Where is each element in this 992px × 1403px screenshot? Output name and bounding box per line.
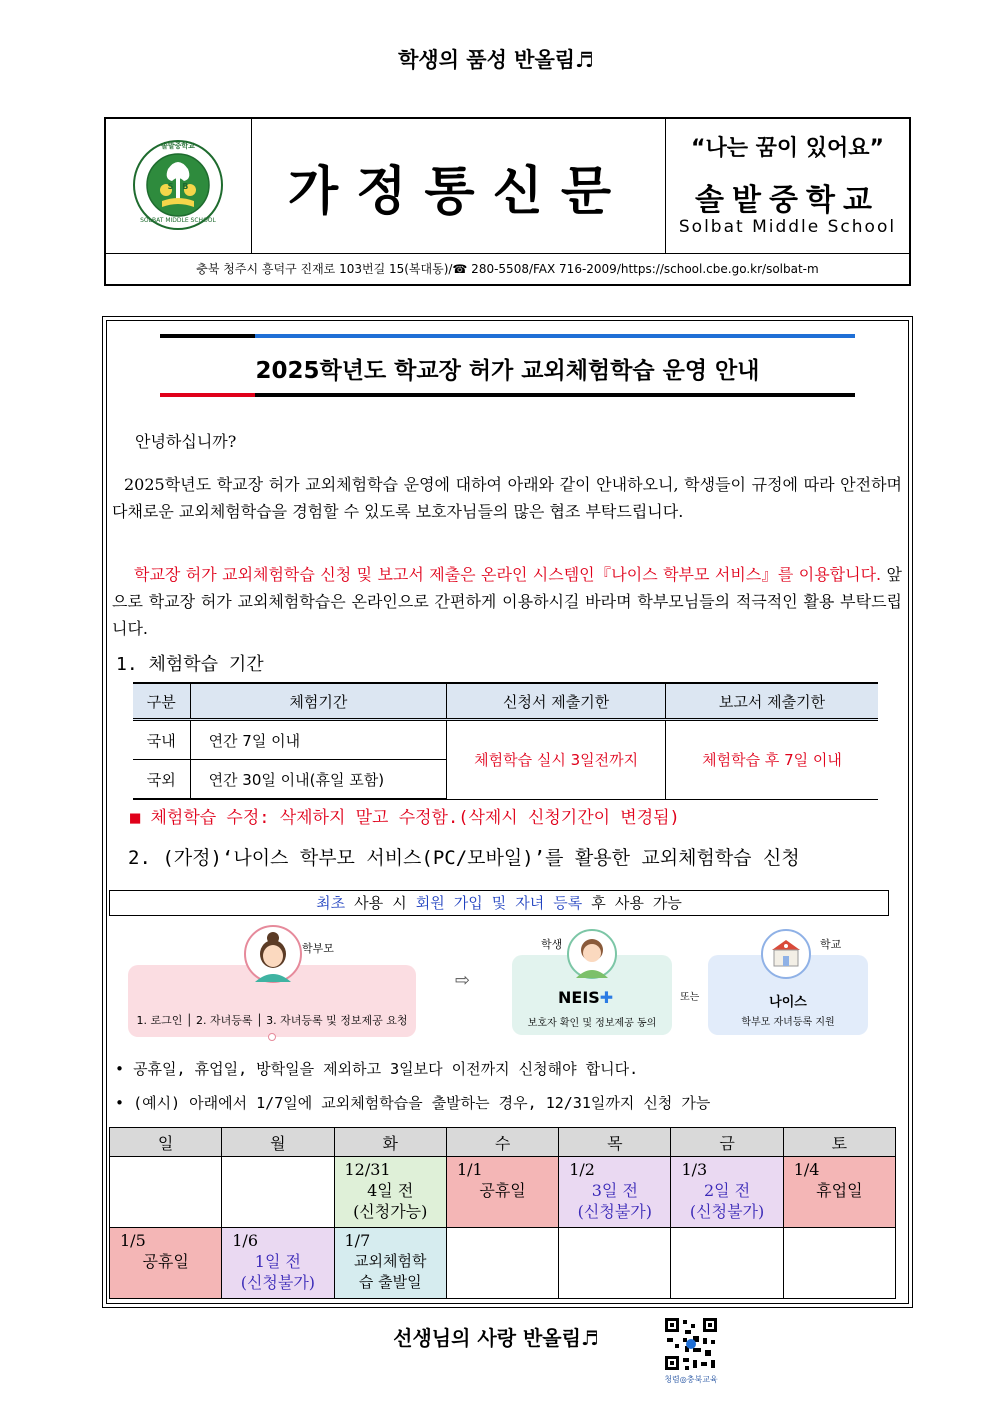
parent-steps: 1. 로그인 │ 2. 자녀등록 │ 3. 자녀등록 및 정보제공 요청 (136, 1014, 408, 1027)
example-calendar (109, 1127, 896, 1299)
calendar-day-wed: 수 (446, 1128, 558, 1157)
cell-line1: 1일 전 (254, 1252, 301, 1271)
calendar-cell-unavailable (559, 1157, 671, 1228)
calendar-cell-available (334, 1157, 446, 1228)
intro-paragraph: 2025학년도 학교장 허가 교외체험학습 운영에 대하여 아래와 같이 안내하오니, 학생들이 규정에 따라 안전하며 다채로운 교외체험학습을 경험할 수 있도록 보호자님들의 많은 협조 부탁드립니다. (112, 475, 902, 521)
cell-date: 1/3 (681, 1160, 708, 1179)
nais-text: 나이스 (769, 995, 807, 1010)
bottom-motto: 선생님의 사랑 반올림♬ (393, 1326, 599, 1350)
bullet-2: • (예시) 아래에서 1/7일에 교외체험학습을 출발하는 경우, 12/31일까지 신청 가능 (115, 1094, 711, 1112)
period-header-period: 체험기간 (190, 683, 447, 720)
period-type-overseas: 국외 (133, 760, 190, 800)
calendar-cell (110, 1157, 222, 1228)
document-title: 2025학년도 학교장 허가 교외체험학습 운영 안내 (255, 358, 760, 384)
online-notice-red: 학교장 허가 교외체험학습 신청 및 보고서 제출은 온라인 시스템인『나이스 학부모 서비스』를 이용합니다. (134, 565, 882, 584)
cell-line1: 교외체험학 (354, 1252, 427, 1270)
register-after: 후 사용 가능 (582, 894, 682, 912)
school-building-icon (760, 928, 812, 980)
calendar-cell (783, 1228, 895, 1299)
title-cell (252, 119, 666, 253)
cell-line1: 2일 전 (703, 1181, 751, 1200)
calendar-week-1 (110, 1157, 896, 1228)
step-dot (268, 1033, 276, 1041)
newsletter-header (104, 117, 911, 286)
cell-line1: 공휴일 (479, 1181, 526, 1200)
report-deadline: 체험학습 후 7일 이내 (666, 720, 878, 800)
school-logo-cell (106, 119, 252, 253)
logo-sb: S B (167, 182, 189, 191)
cell-date: 1/5 (120, 1231, 146, 1250)
school-name-en: Solbat Middle School (678, 217, 897, 237)
school-desc: 학부모 자녀등록 지원 (741, 1017, 835, 1028)
cell-line1: 공휴일 (142, 1252, 189, 1271)
school-label: 학교 (820, 938, 842, 951)
neis-text: NEIS (558, 988, 600, 1007)
period-header-apply: 신청서 제출기한 (447, 683, 666, 720)
greeting: 안녕하십니까? (135, 432, 237, 451)
bullet-1-text: 공휴일, 휴업일, 방학일을 제외하고 3일보다 이전까지 신청해야 합니다. (133, 1060, 639, 1078)
calendar-cell-holiday (110, 1228, 222, 1299)
edit-note: ■ 체험학습 수정: 삭제하지 말고 수정함.(삭제시 신청기간이 변경됨) (130, 808, 680, 828)
school-name: 솔밭중학교 (695, 183, 880, 218)
school-slogan: “나는 꿈이 있어요” (690, 136, 884, 161)
arrow-icon: ⇨ (455, 970, 471, 991)
cell-date: 1/1 (456, 1160, 483, 1179)
qr-code-icon (663, 1316, 719, 1372)
calendar-day-sun: 일 (110, 1128, 222, 1157)
online-notice-rest: 앞으로 학교장 허가 교외체험학습은 온라인으로 간편하게 이용하시길 바라며 학부모님들의 적극적인 활용 부탁드립니다. (112, 565, 902, 638)
period-table (133, 682, 878, 800)
cell-line2: (신청가능) (353, 1202, 428, 1221)
calendar-cell-unavailable (671, 1157, 783, 1228)
calendar-day-thu: 목 (559, 1128, 671, 1157)
cell-date: 1/2 (569, 1160, 595, 1179)
table-row (133, 720, 878, 760)
or-text: 또는 (680, 992, 700, 1003)
calendar-cell (671, 1228, 783, 1299)
period-header-report: 보고서 제출기한 (666, 683, 878, 720)
logo-text-top: 솔밭중학교 (161, 142, 195, 150)
cell-line2: (신청불가) (577, 1202, 652, 1221)
school-address: 충북 청주시 흥덕구 진재로 103번길 15(복대동)/☎ 280-5508/FAX 716-2009/https://school.cbe.go.kr/solbat-m (106, 253, 909, 284)
period-header-type: 구분 (133, 683, 190, 720)
calendar-cell-unavailable (222, 1228, 334, 1299)
calendar-cell-holiday (446, 1157, 558, 1228)
cell-line2: (신청불가) (240, 1273, 316, 1292)
student-avatar-icon (566, 928, 618, 980)
cell-date: 1/7 (344, 1231, 371, 1250)
calendar-cell-departure (334, 1228, 446, 1299)
calendar-week-2 (110, 1228, 896, 1299)
calendar-cell (446, 1228, 558, 1299)
qr-caption: 청렴◎충북교육 (664, 1375, 718, 1384)
bullet-1: • 공휴일, 휴업일, 방학일을 제외하고 3일보다 이전까지 신청해야 합니다. (115, 1060, 639, 1078)
cell-line2: (신청불가) (689, 1202, 765, 1221)
period-domestic: 연간 7일 이내 (190, 720, 447, 760)
logo-text-bottom: SOLBAT MIDDLE SCHOOL (140, 217, 216, 224)
register-first: 최초 (316, 894, 346, 912)
bullet-2-text: (예시) 아래에서 1/7일에 교외체험학습을 출발하는 경우, 12/31일까지 신청 가능 (133, 1094, 711, 1112)
cell-date: 1/4 (793, 1160, 820, 1179)
calendar-day-fri: 금 (671, 1128, 783, 1157)
top-motto: 학생의 품성 반올림♬ (398, 47, 594, 72)
register-notice-box (109, 890, 889, 916)
online-notice-paragraph (112, 561, 902, 642)
calendar-cell-holiday (783, 1157, 895, 1228)
register-join: 회원 가입 및 자녀 등록 (415, 894, 583, 912)
calendar-cell (222, 1157, 334, 1228)
apply-deadline: 체험학습 실시 3일전까지 (447, 720, 666, 800)
calendar-cell (559, 1228, 671, 1299)
cell-line1: 4일 전 (367, 1181, 414, 1200)
neis-logo (558, 988, 613, 1007)
calendar-day-mon: 월 (222, 1128, 334, 1157)
neis-plus-icon: ✚ (599, 988, 614, 1007)
school-info-cell (666, 119, 909, 253)
cell-date: 12/31 (344, 1160, 391, 1179)
cell-line2: 습 출발일 (358, 1273, 422, 1291)
cell-line1: 3일 전 (591, 1181, 638, 1200)
title-bar-bottom-red (160, 393, 255, 397)
calendar-day-sat: 토 (783, 1128, 895, 1157)
title-bar-top-blue (255, 334, 855, 338)
calendar-day-tue: 화 (334, 1128, 446, 1157)
student-desc: 보호자 확인 및 정보제공 동의 (527, 1018, 657, 1029)
title-bar-top-black (160, 334, 255, 338)
section2-heading: 2. (가정)‘나이스 학부모 서비스(PC/모바일)’를 활용한 교외체험학습 신청 (128, 847, 800, 869)
newsletter-title: 가정통신문 (287, 162, 630, 222)
section1-heading: 1. 체험학습 기간 (116, 654, 264, 675)
cell-date: 1/6 (232, 1231, 258, 1250)
period-overseas: 연간 30일 이내(휴일 포함) (190, 760, 447, 800)
parent-avatar-icon (243, 924, 303, 984)
student-label: 학생 (541, 938, 563, 951)
parent-label: 학부모 (302, 942, 334, 955)
title-bar-bottom-black (255, 393, 855, 397)
cell-line1: 휴업일 (816, 1181, 863, 1200)
register-usage: 사용 시 (345, 894, 416, 912)
period-type-domestic: 국내 (133, 720, 190, 760)
